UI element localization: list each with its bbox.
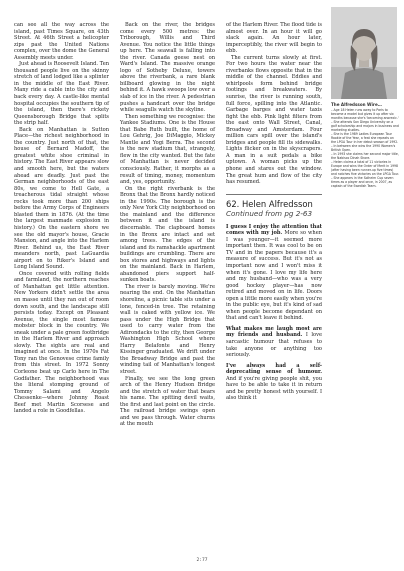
fact-sidebar <box>331 102 399 188</box>
body-column-2 <box>120 22 215 428</box>
article-title: 62. Helen Alfredsson <box>226 198 313 209</box>
sidebar-list <box>331 108 399 188</box>
interview-lead: What makes me laugh most are my friends and husband. <box>226 325 322 339</box>
page-number: 2:77 <box>196 558 208 563</box>
body-paragraph: of the Harlem River. The flood tide is almost over. In an hour it will go slack again. An hour later, imperceptibly, the river will begin to ebb. <box>226 22 322 55</box>
article-header <box>226 194 322 218</box>
list-item: – She appears in the Solheim Cup seven times as a player and once, in 2007, as captain of the Swedish Team. <box>331 176 394 189</box>
portrait-illustration <box>331 7 397 99</box>
interview-paragraph <box>226 326 322 359</box>
body-paragraph: Then something we recognise: the Yankee Stadiums. One is the House that Babe Ruth built, the home of Lou Gehrig, Joe DiMaggio, Mickey Mantle and Yogi Berra. The second is the new stadium that, strangely, flew in the city wanted. But the fate of Manhattan is never decided consciously. Rather, it morphs as a result of timing, money, momentum and, yes, opportunity. <box>120 113 215 186</box>
body-paragraph: The river is barely moving. We're nearing the end. On the Manhattan shoreline, a picnic table sits under a lone, fenced-in tree. The retaining wall is caked with yellow ice. We pass under the High Bridge that used to carry water from the Adirondacks to the city, then George Washington High School where Harry Belafonte and Henry Kissinger graduated. We drift under the Broadway Bridge and past the winding tail of Manhattan's longest street. <box>120 283 215 375</box>
interview-paragraph <box>226 363 322 402</box>
section-divider <box>226 194 322 195</box>
list-item: – She is the 1989 Ladies European Tour Rookie of the Year, a feat she repeats on the LPGA Tour in her debut season of 1992. <box>331 132 399 145</box>
list-item: – She attends San Diego University on a golf scholarship and majors in business and marketing studies. <box>331 120 399 133</box>
body-paragraph: Just ahead is Roosevelt Island. Ten thousand people live on the skinny stretch of land lodged like a splinter in the middle of the East River. Many ride a cable into the city and back every day. A castle-like mental hospital occupies the southern tip of the island, then there's rickety Queensborough Bridge that splits the strip half. <box>14 61 109 127</box>
list-item: – Helen claims a total of 11 victories in Europe and wins the Order of Merit in 1998 (after having been runner-up five times) and notches five victories on the LPGA Tour. <box>331 160 399 177</box>
portrait-photo <box>331 7 397 99</box>
interview-lead: I guess I enjoy the attention that comes with my job. <box>226 223 322 237</box>
list-item: – In 1993 she claims her second major title, the Nabisco Dinah Shore. <box>331 152 399 161</box>
body-paragraph: Once covered with rolling fields and farmland, the northern reaches of Manhattan get little attention. New Yorkers didn't settle the area en masse until they ran out of room down south, and the landscape still persists today. Except on Pleasant Avenue, the single most famous mobster block in the country. We sneak under a pale green footbridge in the Harlem River and approach slowly. The sights are real and imagined at once. In the 1970s Fat Tony ran the Genovese crime family from this street. In 1972 Sonny Corleone beat up Carlo here in The Godfather. The neighborhood was the literal stomping ground of Tommy Salami and Angelo Chessenke—where Johnny Roast Beef met Martin Scorsese and landed a role in Goodfellas. <box>14 270 109 415</box>
interview-text: And if you're giving people shit, you have to be able to take it in return and be pretty honest with yourself. I also think it <box>226 375 322 402</box>
body-paragraph: can see all the way across the island, past Times Square, on 43th Street. At 46th Street a helicopter zips past the United Nations complex, over the dome the General Assembly meets under. <box>14 22 109 61</box>
interview-text: More so when I was younger—it seemed more important then. It was cool to be on TV and in the papers because it's a measure of success. But it's not as important now and I won't miss it when it's gone. I love my life here and my husband—who was a very good hockey player—has now retired and moved on in life. Doors open a little more easily when you're in the public eye, but it's kind of sad when people become dependant on that and can't leave it behind. <box>226 230 322 322</box>
body-column-1 <box>14 22 109 415</box>
list-item: – Age 18 Helen runs away to Paris to become a model but gives it up after six months because she's 'becoming anorexic.' <box>331 108 399 121</box>
body-column-3 <box>226 22 322 406</box>
list-item: – In between she wins the 1990 Women's British Open. <box>331 144 396 153</box>
continued-from-note: Continued from pg 2-63 <box>226 208 313 218</box>
body-paragraph: Finally, we see the long green arch of the Henry Hudson Bridge and the stretch of water that bears his name. The spitting devil waits, the first and last point on the circle. The railroad bridge swings open and we pass through. Water churns at the mouth <box>120 375 215 428</box>
interview-paragraph <box>226 224 322 322</box>
interview-lead: I've always had a self-deprecating sense of humour. <box>226 362 322 376</box>
body-paragraph: Back on Manhattan is Sutton Place—the richest neighborhood in the country. Just north of that, the house of Bernard Madoff, the greatest white shoe criminal in history. The East River appears slow and smooth here, but the waters ahead are deadly. Just past the German neighborhoods of the east 80s, we come to Hell Gate, a treacherous tidal straight whose rocks took more than 200 ships before the Army Corps of Engineers blasted them in 1876. (At the time the largest manmade explosion in history.) On the eastern shore we see the old mayor's house, Gracie Mansion, and angle into the Harlem River. Behind us, the East River meanders north, past LaGuardia airport on to Riker's Island and Long Island Sound. <box>14 126 109 271</box>
sidebar-title: The Alfredsson Wire… <box>331 102 382 107</box>
interview-text: I love sarcastic humour that refuses to take anyone or anything too seriously. <box>226 332 323 359</box>
body-paragraph: On the right riverbank is the Bronx that the Bronx hardly noticed in the 1990s. The borough is the only New York City neighborhood on the mainland and the difference between it and the island is discernable. The clapboard homes in the Bronx are intact and set among trees. The edges of the island and its ramshackle apartment buildings are crumbling. There are box stores and highways and lights on the mainland. Back in Harlem, abandoned piers support half-sunken boats. <box>120 185 215 284</box>
interview-body <box>226 224 322 402</box>
body-paragraph: Back on the river, the bridges come every 500 metres: the Triborough, Willis and Third Avenue. You notice the little things up here. The seawall is falling into the river. Canada geese nest on Ward's Island. The massive orange logo of Sotheby Deluxe, towers above the riverbank, a rare blank billboard glowing in the night behind it. A hawk swoops low over a slab of ice in the river. A pedestrian pushes a handcart over the bridge while seagulls watch the skyline. <box>120 22 215 114</box>
body-paragraph: The current turns slowly at first. For two hours the water near the riverbanks flows opposite that in the middle of the channel. Eddies and whirlpools form behind bridge footings and breakwaters. By sunrise, the river is running south, full force, spilling into the Atlantic. Garbage barges and water taxis fight the ebb. Pink light filters from the east onto Wall Street, Canal, Broadway and Amsterdam. Four million cars spill over the island's bridges and people fill its sidewalks. Lights flicker on in the skyscrapers. A man in a suit pedals a bike uptown. A woman picks up the phone and stares out the window. The great hum and flow of the city has resumed. <box>226 54 322 186</box>
